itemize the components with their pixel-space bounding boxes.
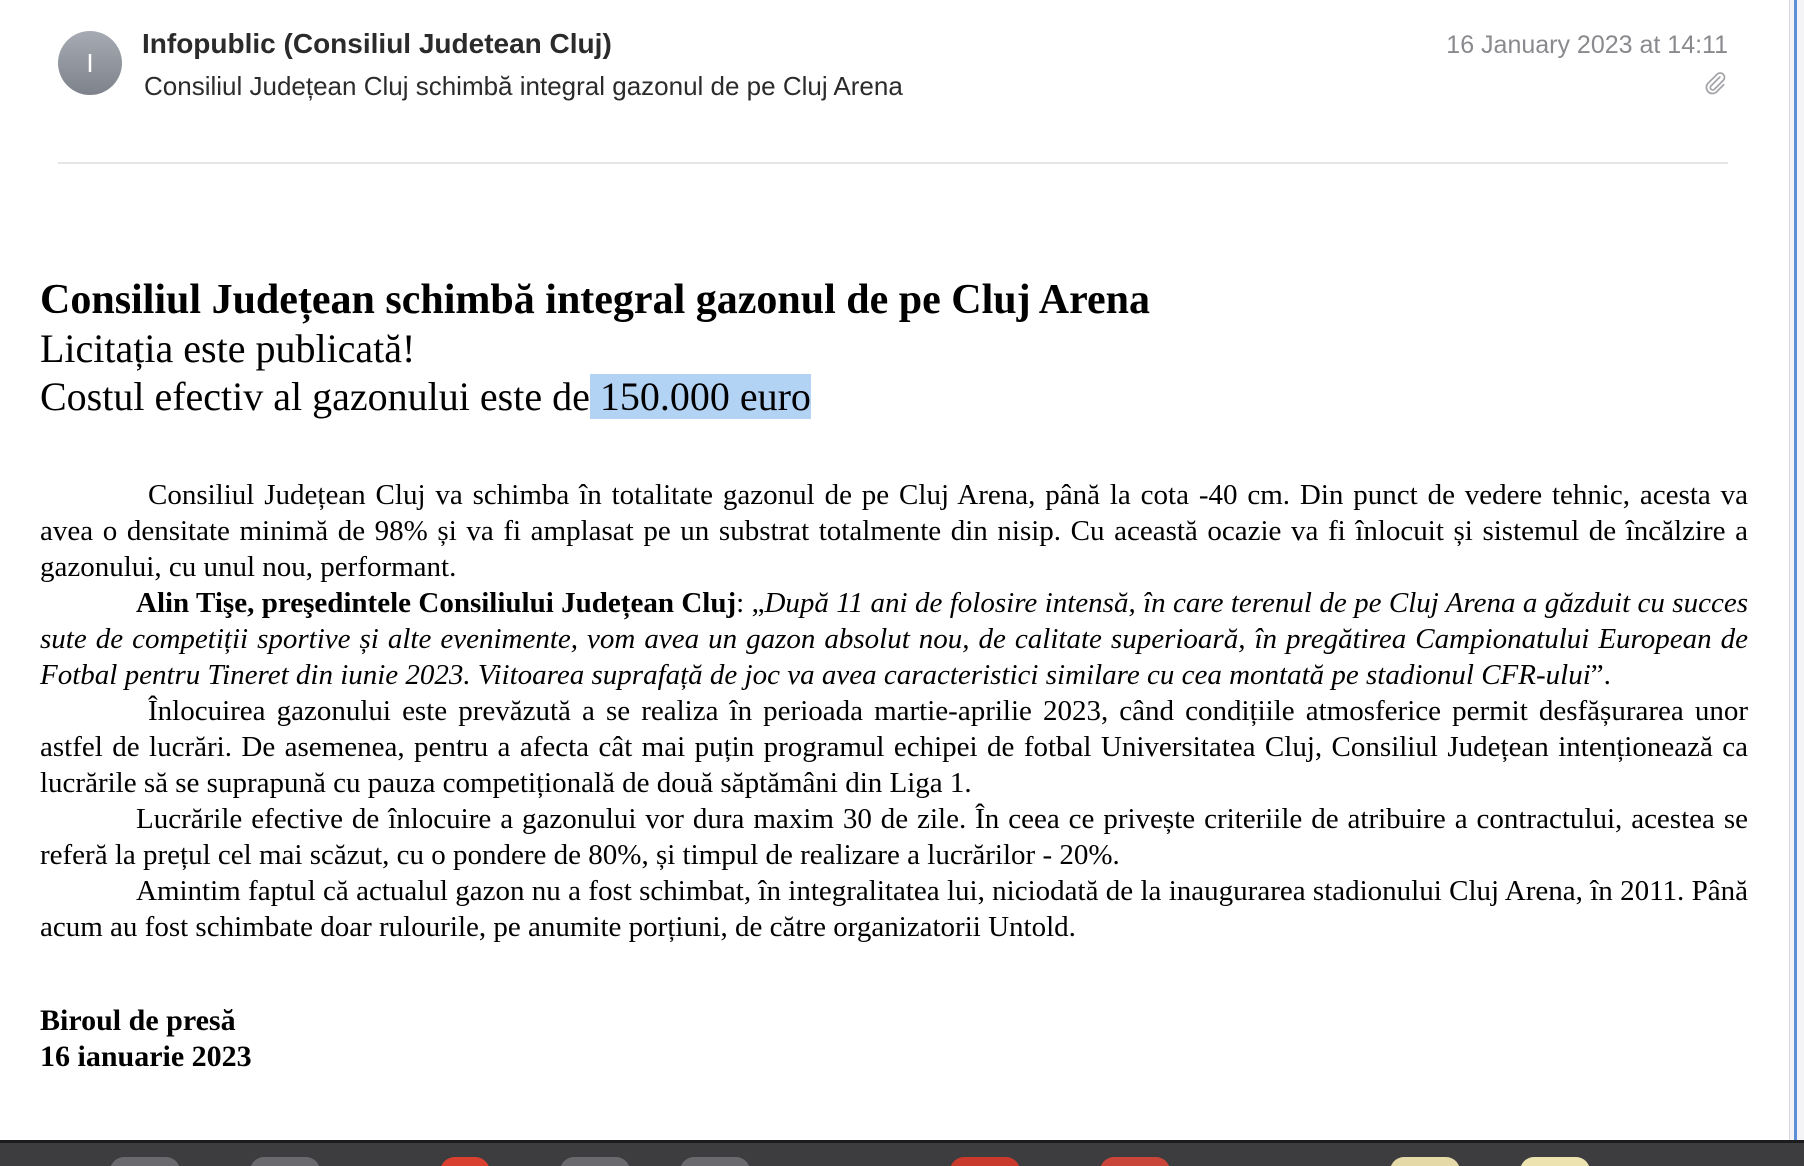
avatar-initial: I: [86, 48, 94, 78]
dock-item[interactable]: [950, 1157, 1020, 1166]
signature-office: Biroul de presă: [40, 1004, 236, 1037]
sender-avatar[interactable]: [58, 31, 122, 95]
paragraph-5: Amintim faptul că actualul gazon nu a fost schimbat, în integralitatea lui, niciodată de la inaugurarea stadionului Cluj Arena, în 2011. Până acum au fost schimbate doar rulourile, pe anumite porțiuni, de către organizatorii Untold.: [40, 875, 1748, 943]
paragraph-1: Consiliul Județean Cluj va schimba în totalitate gazonul de pe Cluj Arena, până la cota -40 cm. Din punct de vedere tehnic, acesta va avea o densitate minimă de 98% și va fi amplasat pe un substrat totalmente din nisip. Cu această ocazie va fi înlocuit și sistemul de încălzire a gazonului, cu unul nou, performant.: [40, 479, 1748, 583]
message-header: [0, 0, 1790, 165]
dock: [0, 1140, 1804, 1166]
signature-date: 16 ianuarie 2023: [40, 1040, 252, 1073]
dock-item[interactable]: [250, 1157, 320, 1166]
press-release-cost-line: [40, 373, 1748, 421]
press-release-subhead: Licitația este publicată!: [40, 326, 416, 371]
dock-item[interactable]: [110, 1157, 180, 1166]
signature-block: [40, 1003, 1748, 1075]
dock-item[interactable]: [1390, 1157, 1460, 1166]
dock-item[interactable]: [560, 1157, 630, 1166]
message-body: [40, 275, 1748, 1075]
header-divider: [58, 162, 1728, 164]
paragraph-3: Înlocuirea gazonului este prevăzută a se realiza în perioada martie-aprilie 2023, când condițiile atmosferice permit desfășurarea unor astfel de lucrări. De asemenea, pentru a afecta cât mai puțin programul echipei de fotbal Universitatea Cluj, Consiliul Județean intenționează ca lucrările să se suprapună cu pauza competițională de două săptămâni din Liga 1.: [40, 695, 1748, 799]
dock-item[interactable]: [1520, 1157, 1590, 1166]
sender-name[interactable]: Infopublic (Consiliul Judetean Cluj): [142, 28, 612, 59]
cost-line-text: Costul efectiv al gazonului este de: [40, 374, 590, 419]
dock-item[interactable]: [680, 1157, 750, 1166]
window-right-edge: [1789, 0, 1804, 1140]
quote-open: : „: [736, 587, 765, 619]
message-subject: Consiliul Județean Cluj schimbă integral gazonul de pe Cluj Arena: [144, 71, 903, 101]
scrollbar-accent[interactable]: [1794, 0, 1797, 1140]
selected-text-highlight[interactable]: 150.000 euro: [589, 374, 811, 419]
paragraph-2: [40, 585, 1748, 693]
paragraph-4: Lucrările efective de înlocuire a gazonului vor dura maxim 30 de zile. În ceea ce privește criteriile de atribuire a contractului, acestea se referă la prețul cel mai scăzut, cu o pondere de 80%, și timpul de realizare a lucrărilor - 20%.: [40, 803, 1748, 871]
quote-text: După 11 ani de folosire intensă, în care terenul de pe Cluj Arena a găzduit cu succes sute de competiții sportive și alte evenimente, vom avea un gazon absolut nou, de calitate superioară, în pregătirea Campionatului European de Fotbal pentru Tineret din iunie 2023. Viitoarea suprafață de joc va avea caracteristici similare cu cea montată pe stadionul CFR-ului: [40, 587, 1748, 691]
dock-item[interactable]: [1100, 1157, 1170, 1166]
quote-close: ”.: [1590, 659, 1611, 691]
dock-item[interactable]: [440, 1157, 490, 1166]
press-release-paragraphs: [40, 477, 1748, 945]
message-date: 16 January 2023 at 14:11: [1446, 31, 1728, 59]
press-release-headline: Consiliul Județean schimbă integral gazonul de pe Cluj Arena: [40, 277, 1151, 323]
paperclip-icon[interactable]: [1702, 70, 1728, 96]
speaker-name: Alin Tişe, preşedintele Consiliului Județean Cluj: [136, 587, 737, 619]
